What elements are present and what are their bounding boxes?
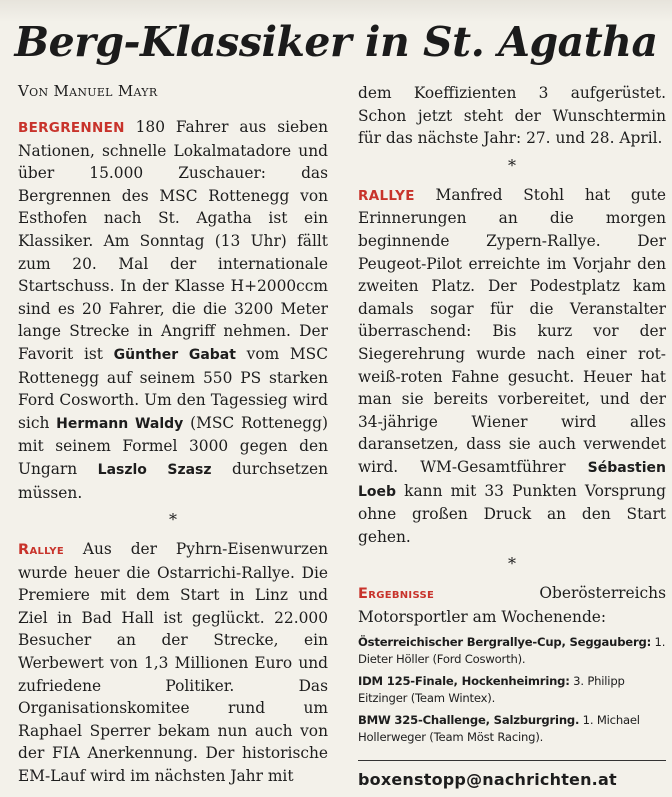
result-item (358, 712, 666, 746)
ergebnisse-paragraph (358, 582, 666, 628)
result-detail: 1. Dieter Höller (Ford Cosworth). (358, 635, 666, 667)
body-text: (MSC Rottenegg) mit seinem Formel 3000 gegen den Ungarn (18, 413, 328, 478)
body-text: Oberösterreichs Motorsportler am Wochenende: (358, 584, 666, 626)
body-text: durchsetzen müssen. (18, 459, 328, 502)
result-event: BMW 325-Challenge, Salzburgring. (358, 713, 580, 728)
person-name: Laszlo Szasz (97, 461, 212, 478)
body-text: Aus der Pyhrn-Eisenwurzen wurde heuer die Ostarrichi-Rallye. Die Premiere mit dem Start in Linz und Ziel in Bad Hall ist geglückt. 22.000 Besucher an der Strecke, ein Werbewert von 1,3 Millionen Euro und zufriedene Politiker. Das Organisationskomitee rund um Raphael Sperrer bekam nun auch von der FIA Anerkennung. Der historische EM-Lauf wird im nächsten Jahr mit (18, 540, 328, 786)
results-list (358, 634, 666, 746)
result-detail: 3. Philipp Eitzinger (Team Wintex). (358, 674, 625, 706)
rallye-kicker: RALLYE (358, 187, 415, 204)
rallye-stohl-paragraph (358, 184, 666, 549)
result-event: IDM 125-Finale, Hockenheimring: (358, 674, 570, 689)
body-text: kann mit 33 Punkten Vorsprung ohne großen Druck an den Start gehen. (358, 481, 666, 546)
byline: Von Manuel Mayr (18, 82, 158, 100)
left-column (18, 80, 328, 788)
result-item (358, 634, 666, 668)
body-text: vom MSC Rottenegg auf seinem 550 PS starken Ford Cosworth. Um den Tagessieg wird sich (18, 344, 328, 432)
person-name: Hermann Waldy (56, 415, 184, 432)
person-name: Günther Gabat (113, 346, 236, 363)
section-separator: * (169, 510, 177, 530)
contact-email: boxenstopp@nachrichten.at (358, 770, 617, 790)
section-separator: * (508, 554, 516, 574)
divider-rule (358, 760, 666, 761)
rallye-kicker: Rallye (18, 542, 64, 559)
article-headline: Berg-Klassiker in St. Agatha (14, 18, 658, 66)
section-separator: * (508, 155, 516, 175)
body-text: 180 Fahrer aus sieben Nationen, schnelle Lokalmatadore und über 15.000 Zuschauer: das Bergrennen des MSC Rottenegg von Esthofen nach St. Agatha ist ein Klassiker. Am Sonntag (13 Uhr) fällt zum 20. Mal der internationale Startschuss. In der Klasse H+2000ccm sind es 20 Fahrer, die die 3200 Meter lange Strecke in Angriff nehmen. Der Favorit ist (18, 118, 328, 363)
result-event: Österreichischer Bergrallye-Cup, Seggauberg: (358, 635, 652, 650)
result-item (358, 673, 666, 707)
rallye-ostarrichi-paragraph (18, 538, 328, 788)
bergrennen-paragraph (18, 116, 328, 504)
body-text: Manfred Stohl hat gute Erinnerungen an die morgen beginnende Zypern-Rallye. Der Peugeot-Pilot erreichte im Vorjahr den zweiten Platz. Der Podestplatz kam damals sogar für die Veranstalter überraschend: Bis kurz vor der Siegerehrung wurde nach einer rot-weiß-roten Fahne gesucht. Heuer hat man sie bereits vorbereitet, und der 34-jährige Wiener wird alles daransetzen, dass sie auch verwendet wird. WM-Gesamtführer (358, 185, 666, 476)
right-column (358, 82, 666, 792)
result-detail: 1. Michael Hollerweger (Team Möst Racing). (358, 713, 640, 745)
person-name: Sébastien Loeb (358, 459, 666, 500)
ergebnisse-kicker: Ergebnisse (358, 586, 435, 603)
bergrennen-kicker: BERGRENNEN (18, 120, 125, 136)
rallye-ostarrichi-continuation: dem Koeffizienten 3 aufgerüstet. Schon jetzt steht der Wunschtermin für das nächste Jahr: 27. und 28. April. (358, 84, 666, 148)
